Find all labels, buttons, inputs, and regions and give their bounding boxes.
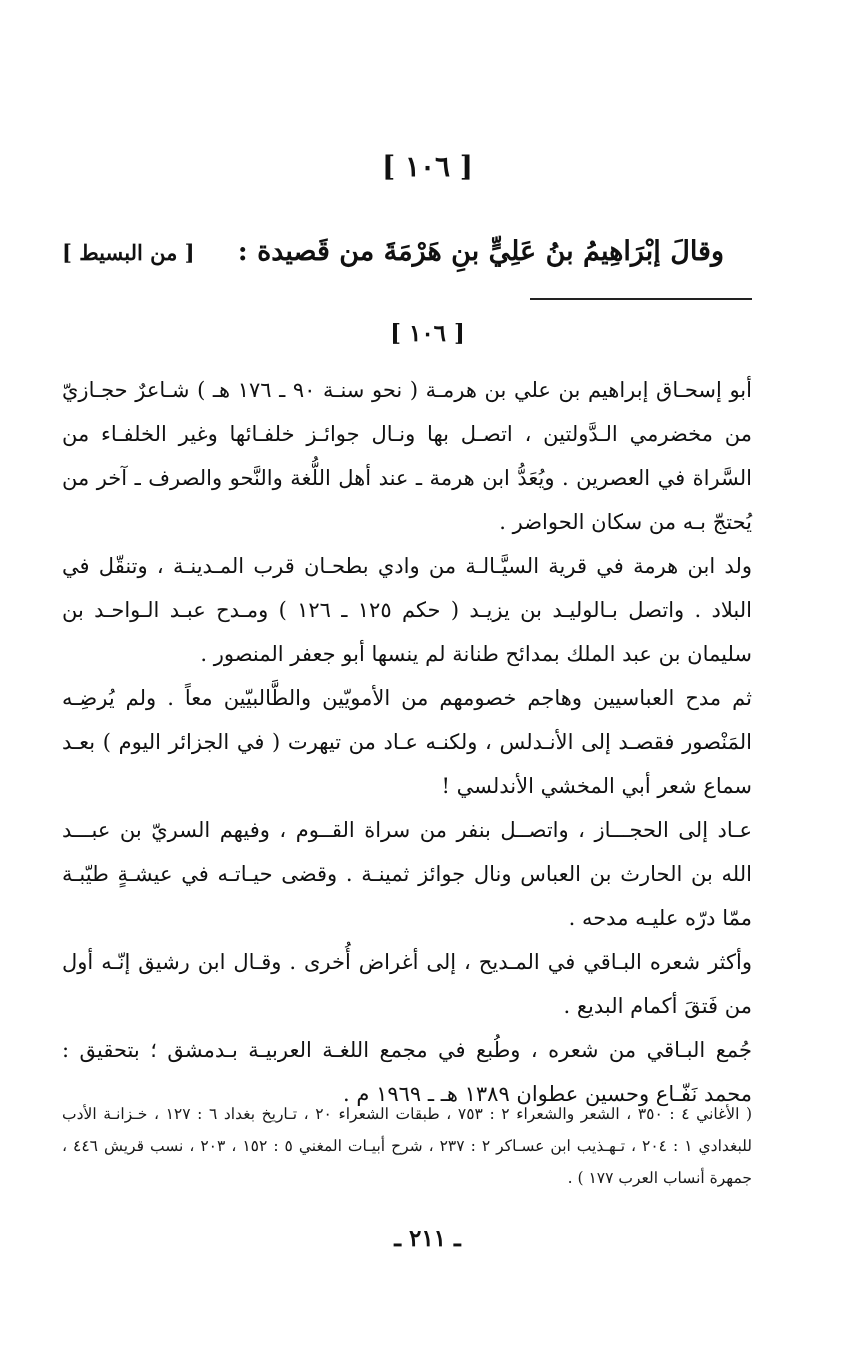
biography-paragraph: جُمع البـاقي من شعره ، وطُبع في مجمع اللغـة العربيـة بـدمشق ؛ بتحقيق : محمد نَفّـاع وحسين عطوان ١٣٨٩ هـ ـ ١٩٦٩ م . [62,1038,752,1106]
biography-paragraph: وأكثر شعره البـاقي في المـديح ، إلى أغراض أُخرى . وقـال ابن رشيق إنّـه أول من فَتقَ أكمام البديع . [62,950,752,1018]
poem-meter-label: [ من البسيط ] [62,240,195,265]
biography-paragraph: عـاد إلى الحجـــاز ، واتصــل بنفر من سراة القــوم ، وفيهم السريّ بن عبـــد الله بن الحارث بن العباس ونال جوائز ثمينـة . وقضى حيـاتـه في عيشـةٍ طيّبـة ممّا درّه عليـه مدحه . [62,818,752,930]
biography-paragraph: ولد ابن هرمة في قرية السيَّـالـة من وادي بطحـان قرب المـدينـة ، وتنقّل في البلاد . واتصل بـالوليـد بن يزيـد ( حكم ١٢٥ ـ ١٢٦ ) ومـدح عبـد الـواحـد بن سليمان بن عبد الملك بمدائح طنانة لم ينسها أبو جعفر المنصور . [62,554,752,666]
poem-heading-title: وقالَ إبْرَاهِيمُ بنُ عَلِيٍّ بنِ هَرْمَةَ من قَصيدة : [237,236,724,267]
page-number: ـ ٢١١ ـ [394,1225,461,1252]
biography-paragraph: ثم مدح العباسيين وهاجم خصومهم من الأمويّين والطَّالبيّين معاً . ولم يُرضِـه المَنْصور فقصـد إلى الأنـدلس ، ولكنـه عـاد من تيهرت ( في الجزائر اليوم ) بعـد سماع شعر أبي المخشي الأندلسي ! [62,686,752,798]
note-number: [ ١٠٦ ] [390,320,465,347]
poet-biography [62,368,752,1116]
poem-number: [ ١٠٦ ] [381,150,474,183]
source-references-text: ( الأغاني ٤ : ٣٥٠ ، الشعر والشعراء ٢ : ٧٥٣ ، طبقات الشعراء ٢٠ ، تـاريخ بغداد ٦ : ١٢٧ ، خـزانـة الأدب للبغدادي ١ : ٢٠٤ ، تـهـذيب ابن عسـاكر ٢ : ٢٣٧ ، شرح أبيـات المغني ٥ : ١٥٢ ، ٢٠٣ ، نسب قريش ٤٤٦ ، جمهرة أنساب العرب ١٧٧ ) . [62,1105,753,1187]
footnote-divider [530,298,752,300]
poem-heading [62,236,724,280]
biography-paragraph: أبو إسحـاق إبراهيم بن علي بن هرمـة ( نحو سنـة ٩٠ ـ ١٧٦ هـ ) شـاعرٌ حجـازيّ من مخضرمي الـدَّولتين ، اتصـل بها ونـال جوائـز خلفـائها وغير الخلفـاء من السَّراة في العصرين . ويُعَدُّ ابن هرمة ـ عند أهل اللُّغة والنَّحو والصرف ـ آخر من يُحتجّ بـه من سكان الحواضر . [62,378,752,534]
source-references [62,1098,752,1194]
